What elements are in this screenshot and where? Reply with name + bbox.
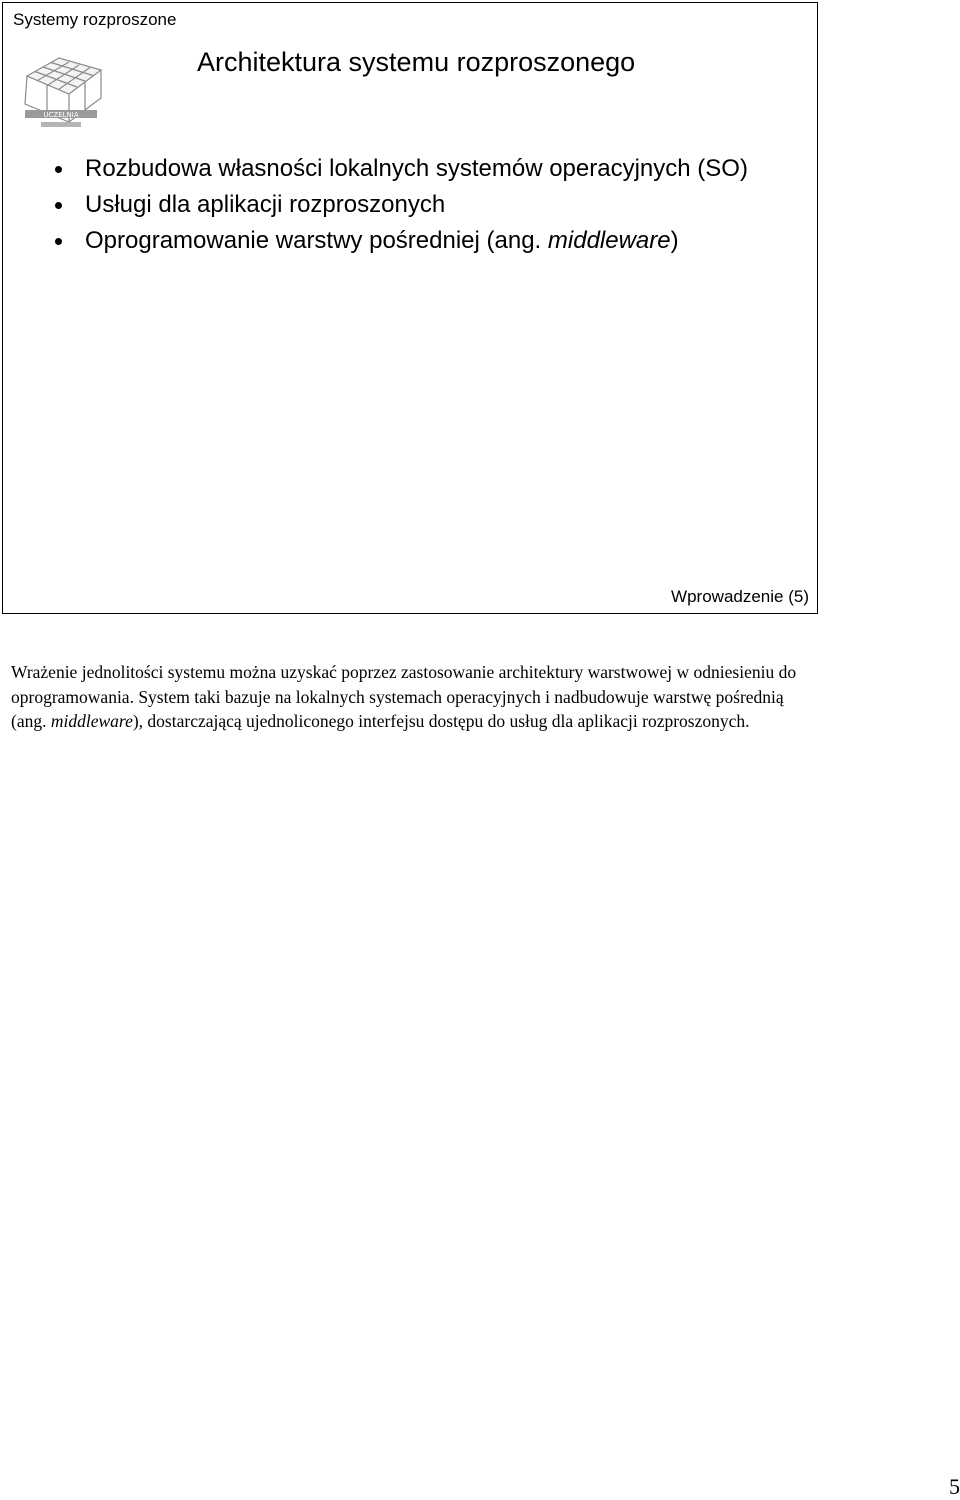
slide-title: Architektura systemu rozproszonego: [197, 47, 636, 77]
bullet-dot-icon: [55, 166, 62, 173]
bullet-dot-icon: [55, 238, 62, 245]
notes-text-end: ), dostarczającą ujednoliconego interfejsu dostępu do usług dla aplikacji rozproszonych.: [132, 711, 750, 731]
slide-header-label: Systemy rozproszone: [13, 10, 177, 29]
speaker-notes: [11, 660, 821, 734]
bullet-list: [53, 153, 793, 261]
svg-text:UCZELNIA: UCZELNIA: [43, 111, 79, 119]
slide-footer-label: Wprowadzenie (5): [671, 587, 809, 606]
bullet-item: [53, 225, 793, 257]
page-number: 5: [949, 1474, 960, 1499]
slide-frame: [2, 2, 818, 614]
bullet-dot-icon: [55, 202, 62, 209]
bullet-item: [53, 189, 793, 221]
bullet-text: Oprogramowanie warstwy pośredniej (ang.: [85, 227, 548, 254]
bullet-item: [53, 153, 793, 185]
notes-italic-term: middleware: [50, 711, 133, 731]
notes-text: Wrażenie jednolitości systemu można uzyskać poprzez zastosowanie architektury warstwowej w odniesieniu do oprogramowania. System taki bazuje na lokalnych systemach operacyjnych i nadbudowuje warstwę pośrednią (ang.: [11, 662, 797, 731]
bullet-text: Rozbudowa własności lokalnych systemów operacyjnych (SO): [85, 155, 748, 182]
bullet-text-suffix: ): [670, 227, 679, 254]
university-logo: [19, 36, 109, 136]
bullet-text: Usługi dla aplikacji rozproszonych: [85, 191, 446, 218]
bullet-italic-term: middleware: [547, 227, 671, 254]
